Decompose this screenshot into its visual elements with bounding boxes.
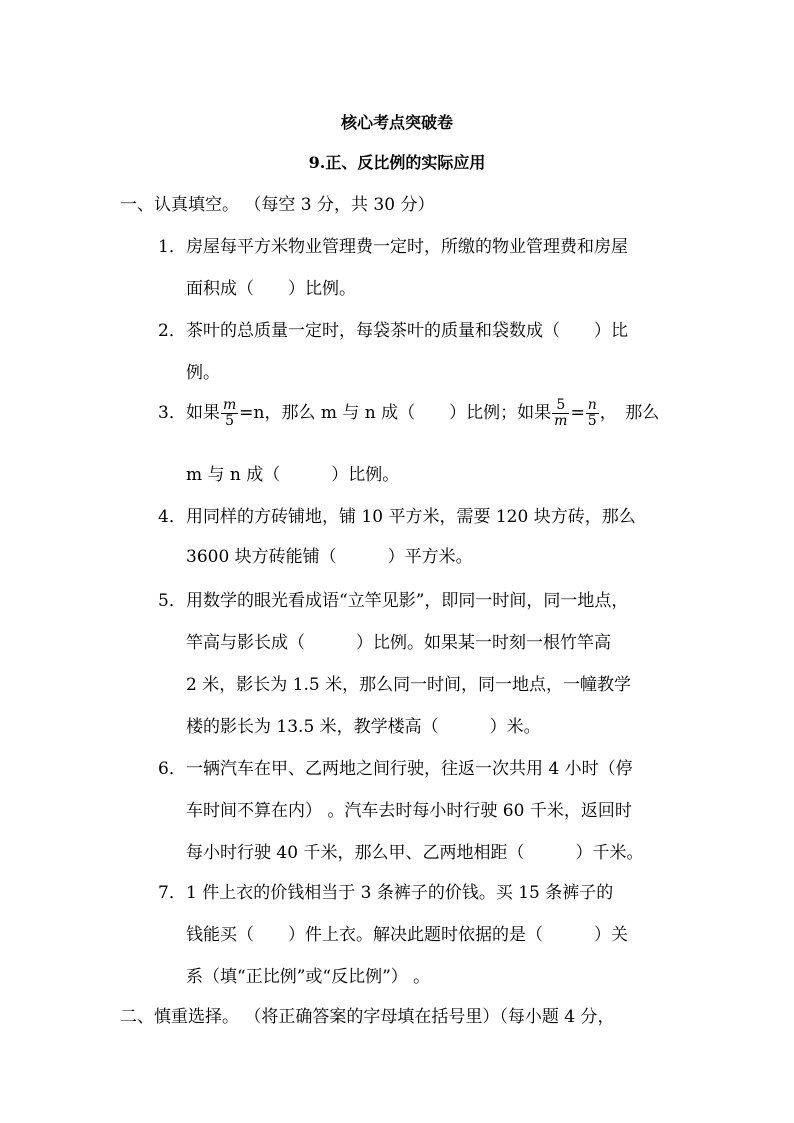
question-1	[158, 232, 628, 257]
question-7-number: 7．	[158, 883, 186, 903]
page-subtitle: 9.正、反比例的实际应用	[308, 153, 486, 172]
question-1-line2: 面积成（ ）比例。	[186, 279, 356, 299]
fraction-equals-sign: =	[570, 403, 585, 423]
section1-heading: 一、认真填空。 （每空 3 分，共 30 分）	[120, 195, 435, 215]
question-6-line2: 车时间不算在内） 。汽车去时每小时行驶 60 千米，返回时	[186, 801, 632, 821]
question-5	[158, 586, 628, 611]
question-7-line2: 钱能买（ ）件上衣。解决此题时依据的是（ ）关	[186, 925, 628, 945]
question-7-line3: 系（填“正比例”或“反比例”） 。	[186, 967, 431, 987]
section2-heading: 二、慎重选择。 （将正确答案的字母填在括号里）（每小题 4 分，	[120, 1007, 615, 1027]
question-6	[158, 754, 633, 779]
fraction-n-over-5	[586, 398, 599, 429]
question-7	[158, 878, 613, 903]
question-7-line1: 1 件上衣的价钱相当于 3 条裤子的价钱。买 15 条裤子的	[186, 883, 614, 903]
question-3-part-b: =n，那么 m 与 n 成（ ）比例；如果	[239, 403, 552, 423]
question-3-part-c: ， 那么	[599, 403, 660, 423]
question-1-number: 1．	[158, 237, 186, 257]
question-2-number: 2．	[158, 321, 186, 341]
fraction-1-numerator: m	[223, 397, 237, 413]
question-1-line1: 房屋每平方米物业管理费一定时，所缴的物业管理费和房屋	[186, 237, 628, 257]
question-4-number: 4．	[158, 507, 186, 527]
fraction-m-over-5	[221, 398, 238, 429]
question-5-line3: 2 米，影长为 1.5 米，那么同一时间，同一地点，一幢教学	[186, 675, 632, 695]
fraction-2-numerator: 5	[552, 398, 569, 414]
question-5-line1: 用数学的眼光看成语“立竿见影”，即同一时间，同一地点，	[186, 591, 629, 611]
question-3	[158, 398, 659, 429]
fraction-5-over-m	[552, 398, 569, 429]
question-3-number: 3．	[158, 403, 186, 423]
question-4-line2: 3600 块方砖能铺（ ）平方米。	[186, 547, 473, 567]
question-5-line2: 竿高与影长成（ ）比例。如果某一时刻一根竹竿高	[186, 633, 611, 653]
page-title: 核心考点突破卷	[340, 113, 453, 132]
question-2-line2: 例。	[186, 363, 220, 383]
question-2-line1: 茶叶的总质量一定时，每袋茶叶的质量和袋数成（ ）比	[186, 321, 628, 341]
question-4-line1: 用同样的方砖铺地，铺 10 平方米，需要 120 块方砖，那么	[186, 507, 636, 527]
question-6-number: 6．	[158, 759, 186, 779]
question-5-line4: 楼的影长为 13.5 米，教学楼高（ ）米。	[186, 717, 541, 737]
fraction-2-denominator: m	[554, 413, 568, 429]
question-2	[158, 316, 628, 341]
question-5-number: 5．	[158, 591, 186, 611]
question-3-line2: m 与 n 成（ ）比例。	[186, 465, 400, 485]
question-4	[158, 502, 636, 527]
fraction-3-numerator: n	[587, 397, 597, 413]
fraction-1-denominator: 5	[225, 413, 235, 429]
fraction-3-denominator: 5	[587, 413, 597, 429]
question-3-part-a: 如果	[186, 403, 220, 423]
question-6-line1: 一辆汽车在甲、乙两地之间行驶，往返一次共用 4 小时（停	[186, 759, 633, 779]
question-6-line3: 每小时行驶 40 千米，那么甲、乙两地相距（ ）千米。	[186, 843, 644, 863]
